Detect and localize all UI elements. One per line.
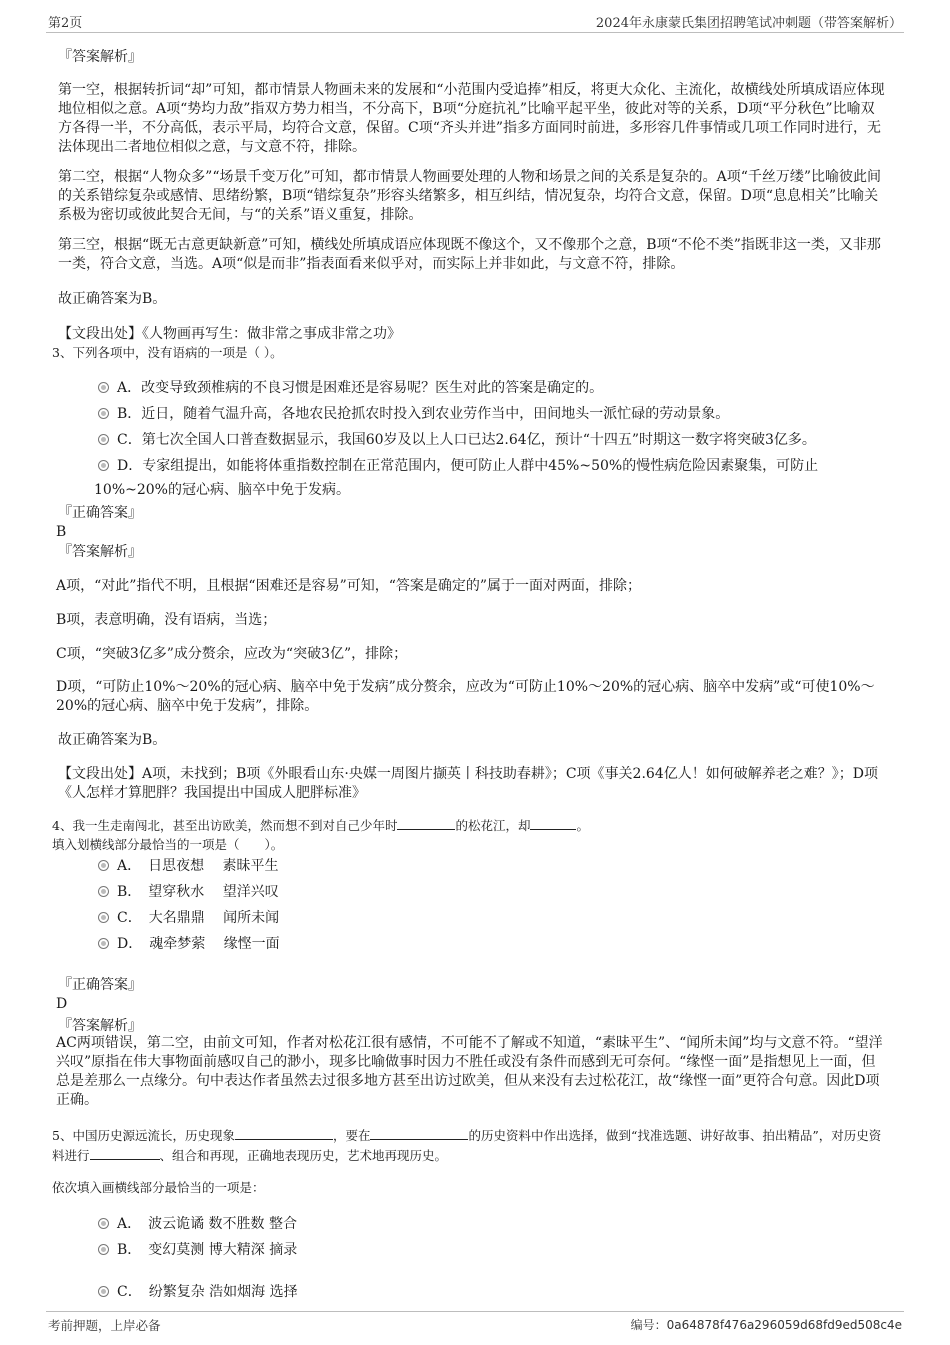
q3-option-c-text: C．第七次全国人口普查数据显示，我国60岁及以上人口已达2.64亿，预计“十四五”时期这一数字将突破3亿多。 [117,432,816,448]
q5-stem-part2: ，要在 [332,1128,371,1143]
q4-option-a[interactable] [98,854,888,878]
q5-stem-part5: 、组合和再现，正确地表现历史，艺术地再现历史。 [159,1148,448,1163]
radio-icon[interactable] [98,1286,109,1297]
q4-option-c-text: C． 大名鼎鼎 闻所未闻 [117,910,280,926]
q4-option-d[interactable] [98,932,888,956]
q3-analysis-b: B项，表意明确，没有语病，当选； [56,612,277,628]
q4-option-c[interactable] [98,906,888,930]
q5-stem-part4: 历史资料进行 [52,1128,882,1163]
q4-stem-part3: 。 [576,818,589,833]
q3-analysis-c: C项，“突破3亿多”成分赘余，应改为“突破3亿”，排除； [56,646,408,662]
q3-source: 【文段出处】A项，未找到；B项《外眼看山东·央媒一周图片撷英丨科技助春耕》；C项《事关2.64亿人！如何破解养老之难？》；D项《人怎样才算肥胖？我国提出中国成人肥胖标准》 [58,766,878,801]
q4-analysis: AC两项错误，第二空，由前文可知，作者对松花江很有感情，不可能不了解或不知道，“素昧平生”、“闻所未闻”均与文意不符。“望洋兴叹”原指在伟大事物面前感叹自己的渺小，现多比喻做事时因力不胜任或没有条件而感到无可奈何。“缘悭一面”是指想见上一面，但总是差那么一点缘分。句中表达作者虽然去过很多地方甚至出访过欧美，但从来没有去过松花江，故“缘悭一面”更符合句意。因此D项正确。 [56,1035,883,1108]
q3-analysis-d: D项，“可防止10%～20%的冠心病、脑卒中免于发病”成分赘余，应改为“可防止10%～20%的冠心病、脑卒中发病”或“可使10%～20%的冠心病、脑卒中免于发病”，排除。 [56,679,875,714]
q5-option-b-text: B． 变幻莫测 博大精深 摘录 [117,1242,298,1258]
q3-analysis-a: A项，“对此”指代不明，且根据“困难还是容易”可知，“答案是确定的”属于一面对两面，排除； [56,578,642,594]
q5-stem-part3: 的历史资料中作出选择，做到“找准选题、讲好故事、拍出精品”，对 [468,1128,844,1143]
q3-option-c[interactable] [98,428,888,452]
q4-stem-part1: 4、我一生走南闯北，甚至出访欧美，然而想不到对自己少年时 [52,818,398,833]
q5-option-a[interactable] [98,1212,888,1236]
q2-source: 【文段出处】《人物画再写生：做非常之事成非常之功》 [58,326,401,342]
radio-icon[interactable] [98,460,109,471]
q4-stem [52,817,880,835]
q4-analysis-label: 『答案解析』 [58,1018,142,1034]
q3-option-d-text: D．专家组提出，如能将体重指数控制在正常范围内，便可防止人群中45%~50%的慢性病危险因素聚集，可防止 [117,458,819,474]
q4-option-b-text: B． 望穿秋水 望洋兴叹 [117,884,279,900]
blank-1 [397,817,455,830]
document-title: 2024年永康蒙氏集团招聘笔试冲刺题（带答案解析） [595,16,902,31]
q3-analysis-label: 『答案解析』 [58,544,142,560]
page-footer [46,1311,904,1336]
radio-icon[interactable] [98,1244,109,1255]
q3-option-a[interactable] [98,376,888,400]
q5-option-c-text: C． 纷繁复杂 浩如烟海 选择 [117,1284,298,1300]
page-header [46,10,904,33]
blank-2 [370,1127,468,1140]
q4-option-a-text: A． 日思夜想 素昧平生 [117,858,279,874]
radio-icon[interactable] [98,1218,109,1229]
page-number: 第2页 [48,16,83,31]
blank-2 [530,817,576,830]
radio-icon[interactable] [98,434,109,445]
q2-analysis-para2: 第二空，根据“人物众多”“场景千变万化”可知，都市情景人物画要处理的人物和场景之间的关系是复杂的。A项“千丝万缕”比喻彼此间的关系错综复杂或感情、思绪纷繁，B项“错综复杂”形容头绪繁多，相互纠结，情况复杂，均符合文意，保留。D项“息息相关”比喻关系极为密切或彼此契合无间，与“的关系”语义重复，排除。 [58,169,882,223]
q2-analysis-para3: 第三空，根据“既无古意更缺新意”可知，横线处所填成语应体现既不像这个，又不像那个之意，B项“不伦不类”指既非这一类，又非那一类，符合文意，当选。A项“似是而非”指表面看来似乎对，而实际上并非如此，与文意不符，排除。 [58,237,881,272]
q3-option-b-text: B．近日，随着气温升高，各地农民抢抓农时投入到农业劳作当中，田间地头一派忙碌的劳动景象。 [117,406,730,422]
q5-option-b[interactable] [98,1238,888,1262]
document-id: 编号：0a64878f476a296059d68fd9ed508c4e [630,1318,902,1332]
radio-icon[interactable] [98,408,109,419]
q4-stem-part2: 的松花江，却 [455,818,531,833]
q3-option-b[interactable] [98,402,888,426]
q3-correct-answer: B [56,524,67,540]
q2-conclusion: 故正确答案为B。 [58,291,167,307]
q5-stem-instruction: 依次填入画横线部分最恰当的一项是： [52,1180,265,1195]
q5-option-a-text: A． 波云诡谲 数不胜数 整合 [117,1216,298,1232]
footer-slogan: 考前押题，上岸必备 [48,1318,161,1333]
q2-analysis-para1: 第一空，根据转折词“却”可知，都市情景人物画未来的发展和“小范围内受追捧”相反，将更大众化、主流化，故横线处所填成语应体现地位相似之意。A项“势均力敌”指双方势力相当，不分高下，B项“分庭抗礼”比喻平起平坐，彼此对等的关系，D项“平分秋色”比喻双方各得一半，不分高低，表示平局，均符合文意，保留。C项“齐头并进”指多方面同时前进，多形容几件事情或几项工作同时进行，无法体现出二者地位相似之意，与文意不符，排除。 [58,82,885,155]
radio-icon[interactable] [98,382,109,393]
radio-icon[interactable] [98,912,109,923]
q3-option-d-continued: 10%~20%的冠心病、脑卒中免于发病。 [94,482,350,498]
q5-option-c[interactable] [98,1280,888,1304]
q2-analysis-label: 『答案解析』 [58,49,142,65]
q4-stem-instruction: 填入划横线部分最恰当的一项是（ ）。 [52,837,284,852]
q3-stem: 3、下列各项中，没有语病的一项是（ ）。 [52,345,283,360]
q3-option-a-text: A．改变导致颈椎病的不良习惯是困难还是容易呢？医生对此的答案是确定的。 [117,380,604,396]
q3-conclusion: 故正确答案为B。 [58,732,167,748]
q4-option-d-text: D． 魂牵梦萦 缘悭一面 [117,936,280,952]
q5-stem [52,1126,888,1166]
blank-3 [90,1147,160,1160]
q5-stem-part1: 5、中国历史源远流长，历史现象 [52,1128,235,1143]
radio-icon[interactable] [98,938,109,949]
q4-correct-label: 『正确答案』 [58,977,142,993]
radio-icon[interactable] [98,886,109,897]
q3-correct-label: 『正确答案』 [58,505,142,521]
q3-option-d[interactable] [98,454,888,478]
q4-option-b[interactable] [98,880,888,904]
blank-1 [235,1127,333,1140]
radio-icon[interactable] [98,860,109,871]
q4-correct-answer: D [56,996,68,1012]
